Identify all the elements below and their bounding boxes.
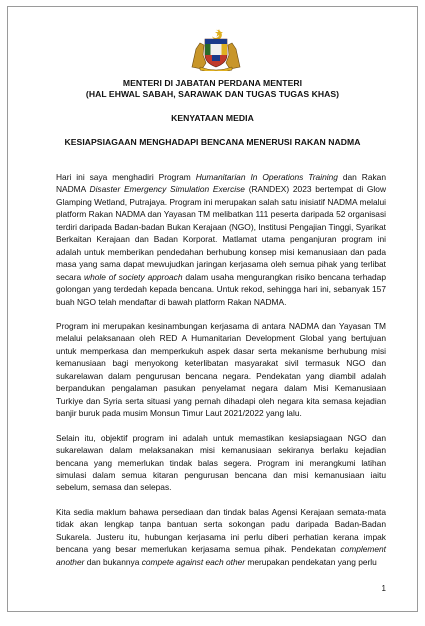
paragraph-3: Selain itu, objektif program ini adalah untuk memastikan kesiapsiagaan NGO dan sukarelawan dalam melaksanakan misi kemanusiaan sekiranya berlaku kejadian bencana yang memerlukan tindak balas segera. Program ini merangkumi latihan simulasi dalam semua kitaran pengurusan bencana dan misi kemanusiaan iaitu sebelum, semasa dan selepas.: [56, 432, 386, 493]
paragraph-1-text-a: Hari ini saya menghadiri Program: [56, 172, 196, 182]
document-type: KENYATAAN MEDIA: [171, 113, 254, 123]
paragraph-4: [56, 506, 386, 568]
page-number: 1: [381, 584, 386, 593]
document-page: [7, 6, 418, 612]
body-text: [56, 171, 386, 580]
paragraph-1-text-d: dalam usaha mengurangkan risiko bencana terhadap golongan yang terdedah kepada bencana. Untuk rekod, sehingga hari ini, sebanyak 157 buah NGO telah mendaftar di bawah platform Rakan NADMA.: [56, 271, 386, 307]
paragraph-1-text-c: (RANDEX) 2023 bertempat di Glow Glamping Wetland, Putrajaya. Program ini merupakan salah satu inisiatif NADMA melalui platform Rakan NADMA dan Yayasan TM melibatkan 111 peserta daripada 52 organisasi terdiri daripada Badan-badan Bukan Kerajaan (NGO), Institusi Pengajian Tinggi, Syarikat Berkaitan Kerajaan dan Badan Korporat. Matlamat utama penganjuran program ini adalah untuk memberikan pendedahan berhubung konsep misi kemanusiaan dan pada masa yang sama dapat mewujudkan jaringan kerjasama oleh semua pihak yang terlibat secara: [56, 184, 386, 282]
ministry-title-line1: MENTERI DI JABATAN PERDANA MENTERI: [122, 78, 303, 88]
paragraph-4-text-b: dan bukannya: [84, 556, 142, 567]
paragraph-4-text-a: Kita sedia maklum bahawa persediaan dan tindak balas Agensi Kerajaan semata-mata tidak akan lengkap tanpa bantuan serta sokongan padu daripada Badan-Badan Sukarela. Justeru itu, hubungan kerjasama ini perlu diberi perhatian kerana impak bencana yang besar memerlukan kerjasama semua pihak. Pendekatan: [56, 506, 386, 555]
paragraph-1-italic-c: whole of society approach: [84, 271, 183, 282]
paragraph-4-italic-b: compete against each other: [141, 556, 246, 567]
malaysia-coat-of-arms-icon: [186, 27, 246, 71]
paragraph-2: Program ini merupakan kesinambungan kerjasama di antara NADMA dan Yayasan TM melalui pelaksanaan oleh RED A Humanitarian Development Global yang bertujuan untuk memperkasa dan memperkukuh aspek dasar serta mekanisme berhubung misi kemanusiaan bagi menyokong keterlibatan masyarakat sivil termasuk NGO dan sukarelawan dalam pengurusan bencana negara. Pendekatan yang diambil adalah berpandukan pengalaman pasukan penyelamat negara dalam Misi Kemanusiaan Turkiye dan Syria serta situasi yang pernah dihadapi oleh negara kita semasa kejadian banjir buruk pada musim Monsun Timur Laut 2021/2022 yang lalu.: [56, 320, 386, 419]
paragraph-4-text-c: merupakan pendekatan yang perlu: [245, 556, 377, 567]
paragraph-1-text-b: dan Rakan NADMA: [56, 172, 386, 195]
paragraph-4-italic-a: complement another: [56, 544, 386, 567]
paragraph-1-italic-a: Humanitarian In Operations Training: [195, 172, 338, 182]
paragraph-1: [56, 171, 386, 308]
ministry-title-line2: (HAL EHWAL SABAH, SARAWAK DAN TUGAS TUGAS KHAS): [85, 89, 340, 99]
document-title: KESIAPSIAGAAN MENGHADAPI BENCANA MENERUSI RAKAN NADMA: [64, 137, 361, 147]
paragraph-1-italic-b: Disaster Emergency Simulation Exercise: [89, 184, 245, 195]
